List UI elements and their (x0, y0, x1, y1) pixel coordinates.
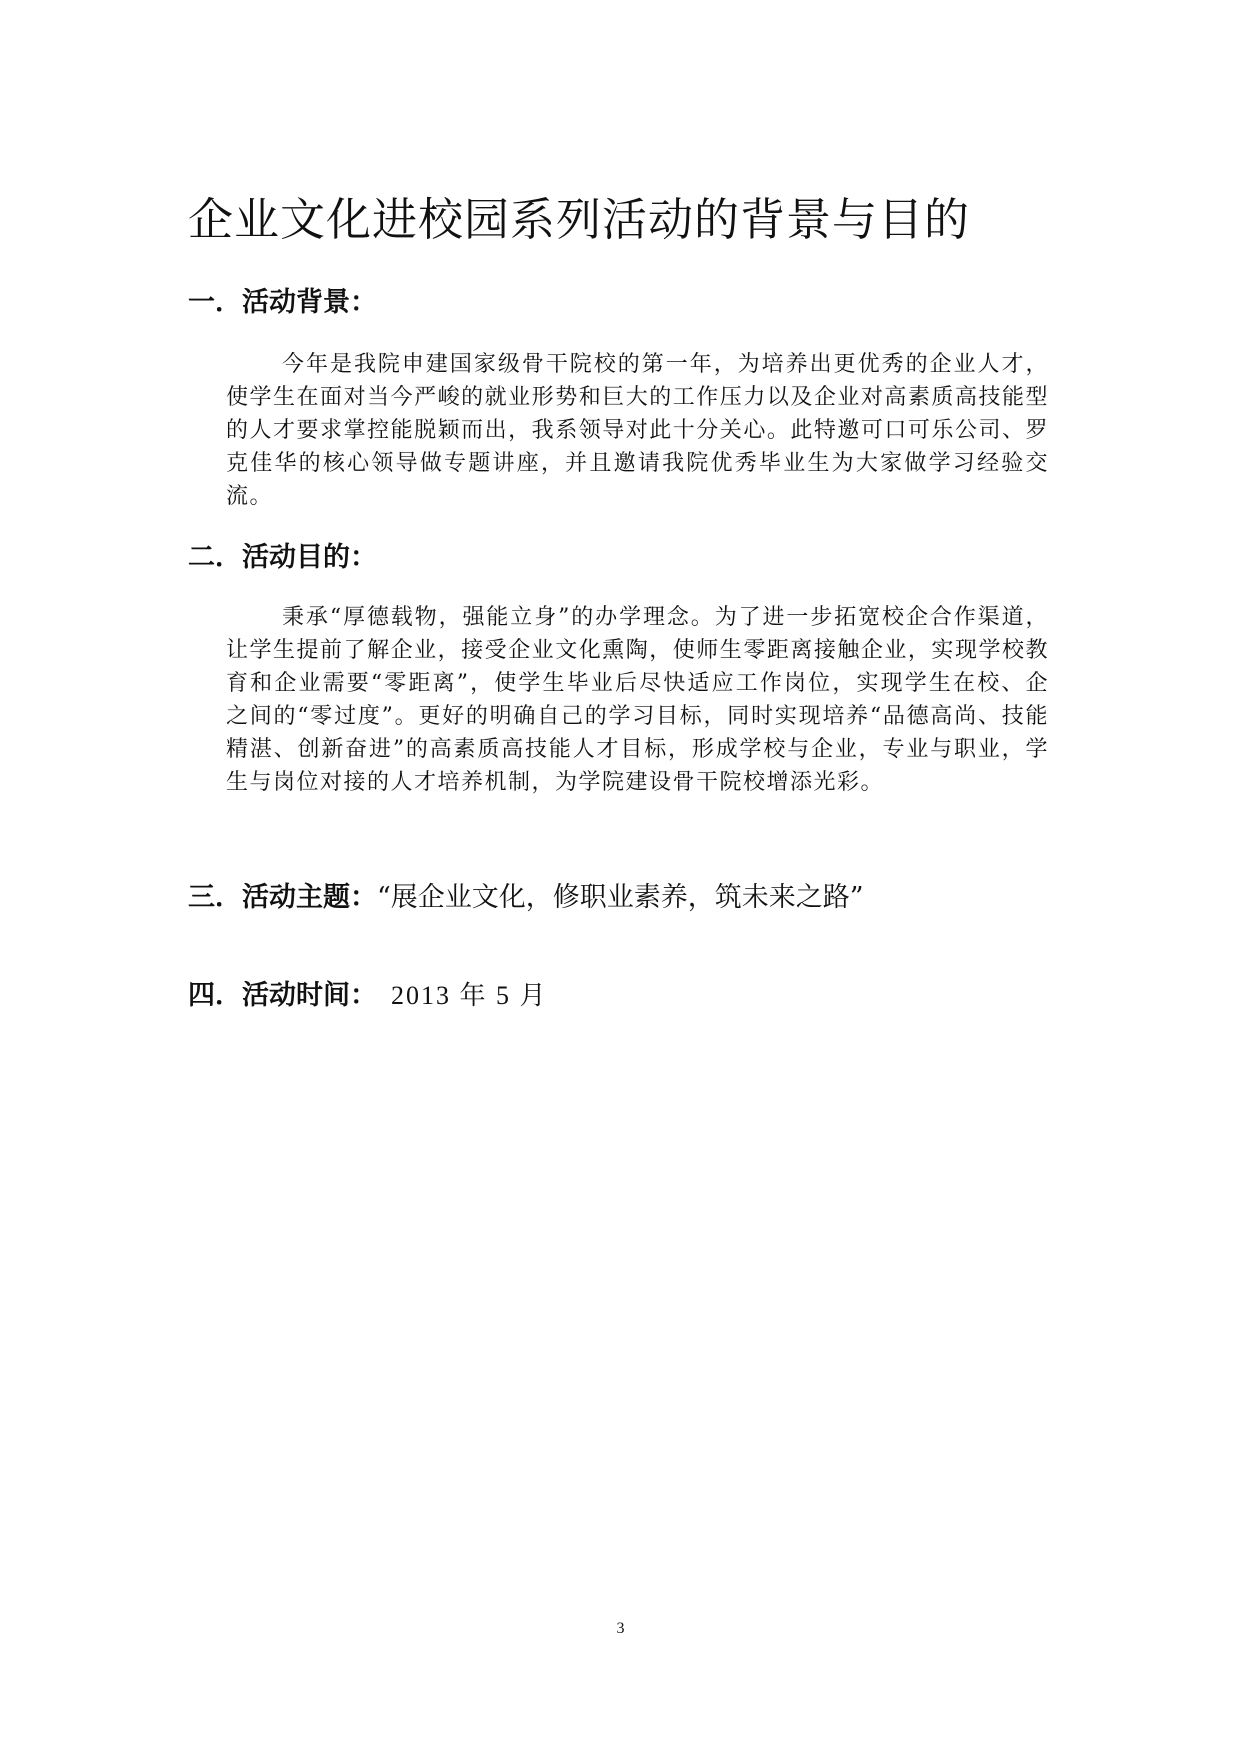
theme-value: “展企业文化，修职业素养，筑未来之路” (377, 882, 864, 913)
section-time (188, 978, 548, 1014)
section-heading-background: 一．活动背景： (188, 287, 377, 318)
section-theme (188, 880, 864, 916)
section-heading-time: 四．活动时间： (188, 980, 377, 1011)
page-number: 3 (616, 1620, 625, 1637)
section-heading-purpose: 二．活动目的： (188, 542, 377, 573)
time-value: 2013 年 5 月 (391, 981, 548, 1010)
section-body-purpose: 秉承“厚德载物，强能立身”的办学理念。为了进一步拓宽校企合作渠道，让学生提前了解企业，接受企业文化熏陶，使师生零距离接触企业，实现学校教育和企业需要“零距离”，使学生毕业后尽快适应工作岗位，实现学生在校、企之间的“零过度”。更好的明确自己的学习目标，同时实现培养“品德高尚、技能精湛、创新奋进”的高素质高技能人才目标，形成学校与企业，专业与职业，学生与岗位对接的人才培养机制，为学院建设骨干院校增添光彩。 (226, 605, 1049, 795)
section-heading-theme: 三．活动主题： (188, 882, 377, 913)
section-body-background: 今年是我院申建国家级骨干院校的第一年，为培养出更优秀的企业人才，使学生在面对当今严峻的就业形势和巨大的工作压力以及企业对高素质高技能型的人才要求掌控能脱颖而出，我系领导对此十分关心。此特邀可口可乐公司、罗克佳华的核心领导做专题讲座，并且邀请我院优秀毕业生为大家做学习经验交流。 (226, 352, 1049, 509)
page-title: 企业文化进校园系列活动的背景与目的 (188, 193, 971, 247)
